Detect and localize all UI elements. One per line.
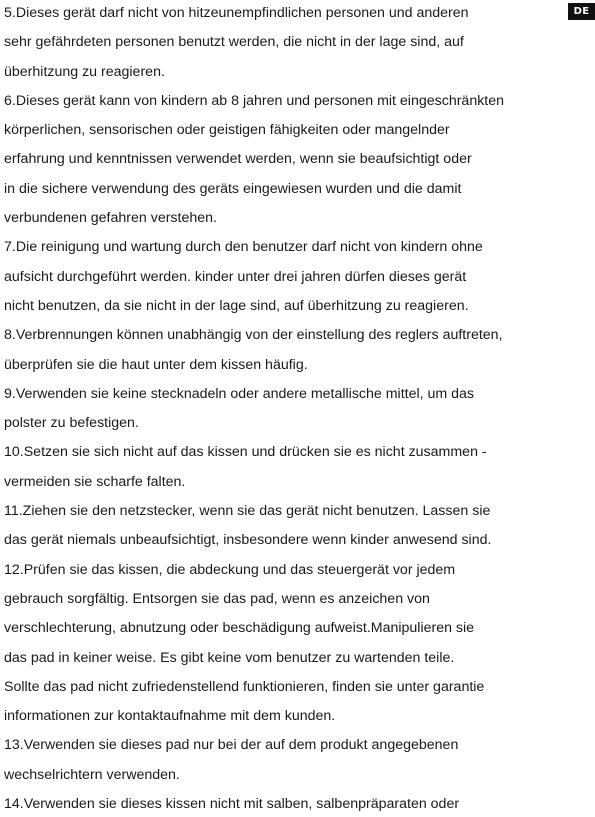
text-line: das gerät niemals unbeaufsichtigt, insbesondere wenn kinder anwesend sind. [4,532,492,549]
text-line: sehr gefährdeten personen benutzt werden, die nicht in der lage sind, auf [4,34,464,51]
text-line: 14.Verwenden sie dieses kissen nicht mit salben, salbenpräparaten oder [4,796,460,813]
text-line: aufsicht durchgeführt werden. kinder unter drei jahren dürfen dieses gerät [4,268,467,285]
text-line: 11.Ziehen sie den netzstecker, wenn sie das gerät nicht benutzen. Lassen sie [4,503,491,520]
text-line: wechselrichtern verwenden. [4,766,180,783]
text-line: Sollte das pad nicht zufriedenstellend funktionieren, finden sie unter garantie [4,678,485,695]
text-line: überhitzung zu reagieren. [4,63,165,80]
text-line: verschlechterung, abnutzung oder beschädigung aufweist.Manipulieren sie [4,620,475,637]
text-line: 13.Verwenden sie dieses pad nur bei der auf dem produkt angegebenen [4,737,459,754]
text-line: 10.Setzen sie sich nicht auf das kissen und drücken sie es nicht zusammen - [4,444,487,461]
text-line: 5.Dieses gerät darf nicht von hitzeunempfindlichen personen und anderen [4,5,469,21]
language-badge: DE [568,3,595,20]
text-line: 6.Dieses gerät kann von kindern ab 8 jahren und personen mit eingeschränkten [4,92,505,109]
text-line: erfahrung und kenntnissen verwendet werden, wenn sie beaufsichtigt oder [4,151,472,168]
text-line: 7.Die reinigung und wartung durch den benutzer darf nicht von kindern ohne [4,239,483,256]
text-line: verbundenen gefahren verstehen. [4,210,217,227]
text-line: nicht benutzen, da sie nicht in der lage sind, auf überhitzung zu reagieren. [4,297,469,314]
safety-instructions-text [4,0,564,817]
text-line: das pad in keiner weise. Es gibt keine vom benutzer zu wartenden teile. [4,649,455,666]
text-line: vermeiden sie scharfe falten. [4,473,186,490]
text-line: polster zu befestigen. [4,415,139,432]
text-line: 8.Verbrennungen können unabhängig von der einstellung des reglers auftreten, [4,327,503,344]
text-line: gebrauch sorgfältig. Entsorgen sie das pad, wenn es anzeichen von [4,590,430,607]
text-line: 9.Verwenden sie keine stecknadeln oder andere metallische mittel, um das [4,385,475,402]
text-line: überprüfen sie die haut unter dem kissen häufig. [4,356,308,373]
text-line: körperlichen, sensorischen oder geistigen fähigkeiten oder mangelnder [4,122,450,139]
text-line: 12.Prüfen sie das kissen, die abdeckung und das steuergerät vor jedem [4,561,456,578]
text-line: in die sichere verwendung des geräts eingewiesen wurden und die damit [4,180,462,197]
text-line: informationen zur kontaktaufnahme mit dem kunden. [4,708,336,725]
